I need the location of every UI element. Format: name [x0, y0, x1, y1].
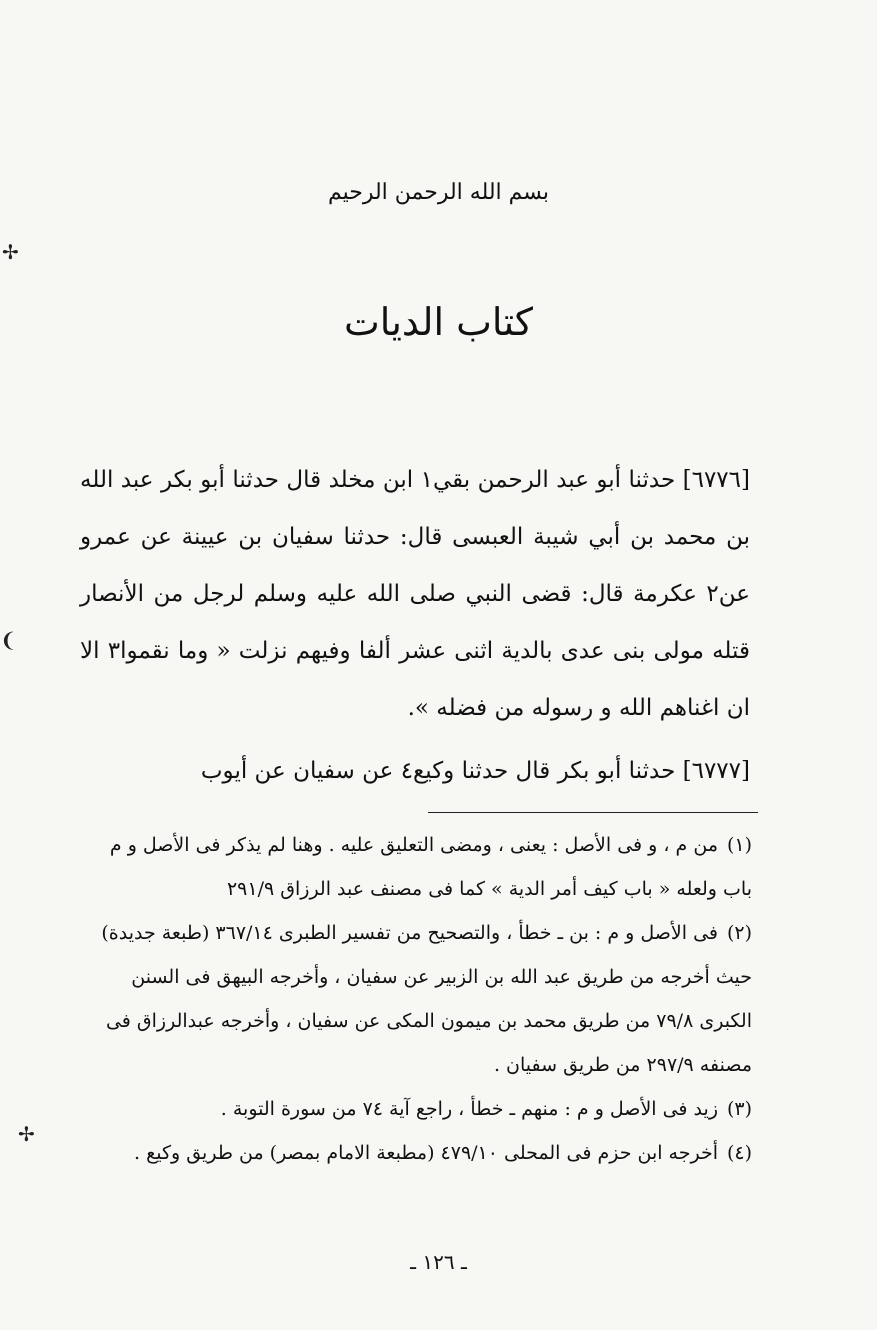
footnote — [80, 1087, 752, 1131]
footnote — [80, 911, 752, 1087]
footnote-number: (٢) — [726, 922, 752, 944]
footnote-text: أخرجه ابن حزم فى المحلى ٤٧٩/١٠ (مطبعة الامام بمصر) من طريق وكيع . — [134, 1142, 718, 1164]
margin-mark: ✢ — [2, 240, 19, 264]
footnote-text: زيد فى الأصل و م : منهم ـ خطأ ، راجع آية ٧٤ من سورة التوبة . — [220, 1098, 718, 1120]
footnotes — [80, 823, 752, 1175]
hadith-paragraph: [٦٧٧٧] حدثنا أبو بكر قال حدثنا وكيع٤ عن سفيان عن أيوب — [200, 758, 750, 784]
footnote-divider — [428, 812, 758, 813]
footnote — [80, 823, 752, 911]
footnote-number: (٣) — [726, 1098, 752, 1120]
margin-mark: ✢ — [18, 1122, 35, 1146]
main-text — [80, 452, 750, 800]
page-number: ـ ١٢٦ ـ — [410, 1250, 467, 1274]
bismillah: بسم الله الرحمن الرحيم — [327, 180, 550, 205]
footnote-number: (٤) — [726, 1142, 752, 1164]
hadith-paragraph: [٦٧٧٦] حدثنا أبو عبد الرحمن بقي١ ابن مخلد قال حدثنا أبو بكر عبد الله بن محمد بن أبي شيبة العبسى قال: حدثنا سفيان بن عيينة عن عمرو عن٢ عكرمة قال: قضى النبي صلى الله عليه وسلم لرجل من الأنصار قتله مولى بنى عدى بالدية اثنى عشر ألفا وفيهم نزلت « وما نقموا٣ الا ان اغناهم الله و رسوله من فضله ». — [80, 467, 750, 721]
book-title: كتاب الديات — [344, 300, 533, 344]
footnote — [80, 1131, 752, 1175]
margin-mark: ❨ — [0, 628, 17, 652]
footnote-text: من م ، و فى الأصل : يعنى ، ومضى التعليق عليه . وهنا لم يذكر فى الأصل و م باب ولعله « باب كيف أمر الدية » كما فى مصنف عبد الرزاق ٢٩١/٩ — [109, 834, 752, 900]
footnote-text: فى الأصل و م : بن ـ خطأ ، والتصحيح من تفسير الطبرى ٣٦٧/١٤ (طبعة جديدة) حيث أخرجه من طريق عبد الله بن الزبير عن سفيان ، وأخرجه البيهق فى السنن الكبرى ٧٩/٨ من طريق محمد بن ميمون المكى عن سفيان ، وأخرجه عبدالرزاق فى مصنفه ٢٩٧/٩ من طريق سفيان . — [101, 922, 752, 1076]
footnote-number: (١) — [726, 834, 752, 856]
